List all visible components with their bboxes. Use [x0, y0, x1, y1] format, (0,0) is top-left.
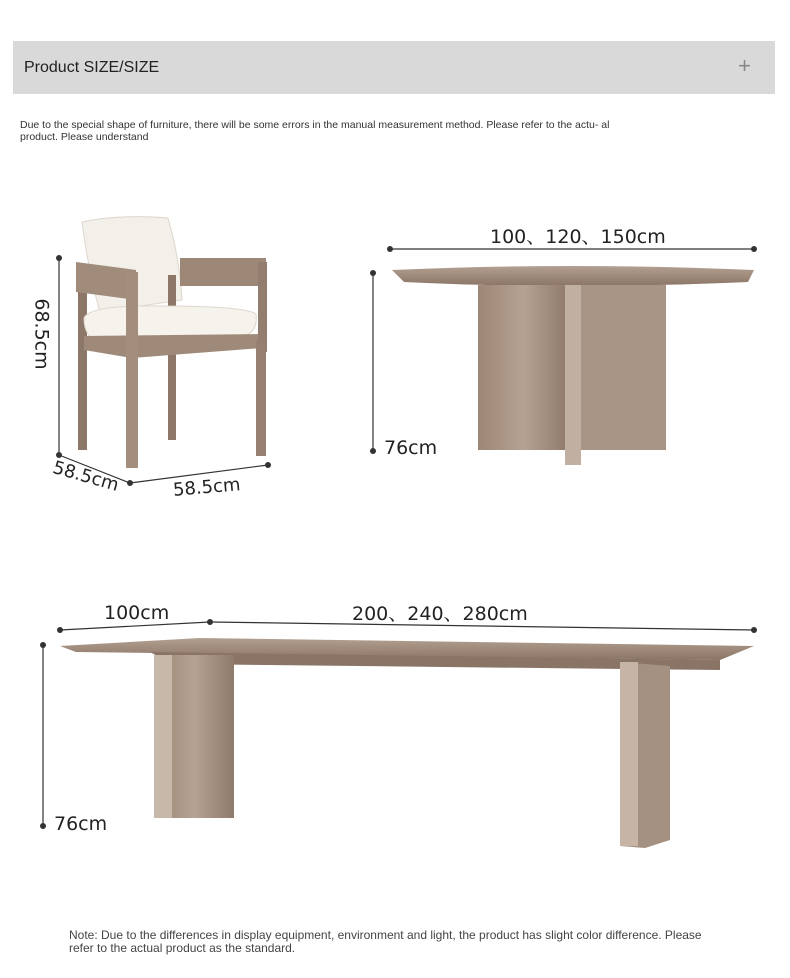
- long-table-depth-label: 100cm: [104, 602, 170, 624]
- section-title: Product SIZE/SIZE: [24, 59, 160, 76]
- long-table-height-label: 76cm: [54, 813, 108, 835]
- chair-width-label: 58.5cm: [172, 474, 242, 501]
- long-table-length-label: 200、240、280cm: [352, 603, 528, 625]
- chair-height-label: 68.5cm: [30, 298, 53, 370]
- dining-chair: [76, 217, 267, 468]
- color-difference-note: Note: Due to the differences in display equipment, environment and light, the product has slight color difference. Please refer to the actual product as the standard.: [69, 928, 702, 955]
- round-table-height-label: 76cm: [384, 437, 438, 459]
- measurement-note: Due to the special shape of furniture, there will be some errors in the manual measurement method. Please refer to the actu- al product. Please understand: [20, 119, 610, 143]
- round-table-diameter-label: 100、120、150cm: [490, 226, 666, 248]
- rectangular-table: [60, 638, 754, 848]
- expand-plus-icon[interactable]: +: [738, 53, 751, 78]
- chair-depth-label: 58.5cm: [50, 457, 122, 496]
- round-table: [392, 266, 754, 465]
